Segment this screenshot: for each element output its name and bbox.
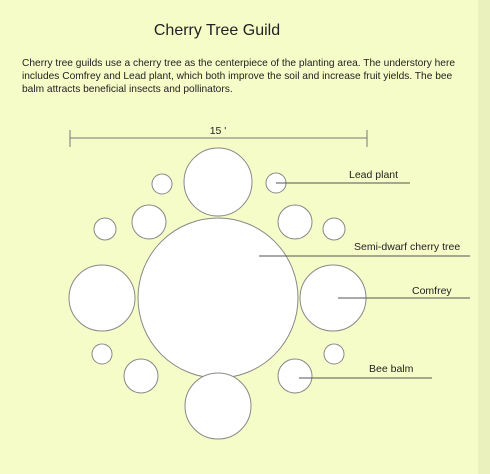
label-lead-plant: Lead plant [349,169,399,181]
bee-balm-lower-left [124,359,158,393]
comfrey-left [69,265,135,331]
bee-balm-lower-right [278,359,312,393]
diagram-description: Cherry tree guilds use a cherry tree as the centerpiece of the planting area. The understory here includes Comfrey and Lead plant, which both improve the soil and increase fruit yields. The bee balm attracts beneficial insects and pollinators. [22,58,456,95]
lead-plant-outer-upper-left [94,218,116,240]
lead-plant-outer-upper-right [323,218,345,240]
label-cherry-tree: Semi-dwarf cherry tree [354,241,461,253]
label-bee-balm: Bee balm [369,363,414,375]
dimension-label: 15 ' [209,125,227,137]
comfrey-bottom [185,373,251,439]
bee-balm-upper-left [132,205,166,239]
cherry-tree [138,218,298,378]
lead-plant-outer-lower-right [324,344,344,364]
lead-plant-top-left [152,174,172,194]
bee-balm-upper-right [278,205,312,239]
label-comfrey: Comfrey [412,285,452,297]
comfrey-top [184,148,252,216]
diagram-title: Cherry Tree Guild [153,22,281,39]
lead-plant-outer-lower-left [92,344,112,364]
